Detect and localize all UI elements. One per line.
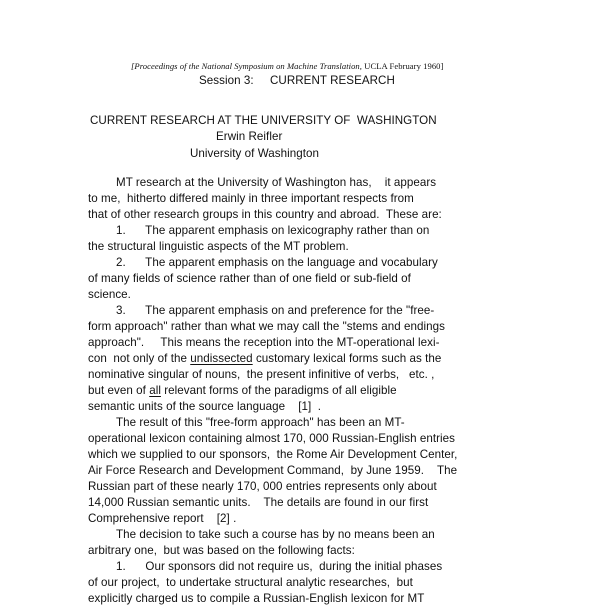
body-line: form approach" rather than what we may call the "stems and endings — [88, 320, 445, 333]
proceedings-title: [Proceedings of the National Symposium on Machine Translation, — [131, 61, 362, 71]
author-affiliation: University of Washington — [190, 147, 319, 160]
body-line: explicitly charged us to compile a Russian-English lexicon for MT — [88, 592, 425, 605]
body-line: 1. Our sponsors did not require us, during the initial phases — [116, 560, 443, 573]
body-line: Comprehensive report [2] . — [88, 512, 237, 525]
proceedings-citation — [131, 62, 443, 71]
body-line: Russian part of these nearly 170, 000 entries represents only about — [88, 480, 437, 493]
body-line: approach". This means the reception into the MT-operational lexi- — [88, 336, 440, 349]
body-text: but even of — [88, 384, 150, 397]
body-line: MT research at the University of Washington has, it appears — [116, 176, 437, 189]
body-line: which we supplied to our sponsors, the Rome Air Development Center, — [88, 448, 458, 461]
body-line: operational lexicon containing almost 170, 000 Russian-English entries — [88, 432, 455, 445]
body-line: The result of this "free-form approach" has been an MT- — [116, 416, 405, 429]
body-line: nominative singular of nouns, the present infinitive of verbs, etc. , — [88, 368, 435, 381]
body-line: Air Force Research and Development Command, by June 1959. The — [88, 464, 458, 477]
body-line — [88, 385, 397, 397]
body-line: 14,000 Russian semantic units. The details are found in our first — [88, 496, 429, 509]
body-text: con not only of the — [88, 352, 191, 365]
body-line: of many fields of science rather than of one field or sub-field of — [88, 272, 411, 285]
body-text: customary lexical forms such as the — [252, 352, 442, 365]
body-line: that of other research groups in this country and abroad. These are: — [88, 208, 442, 221]
author-name: Erwin Reifler — [216, 130, 283, 143]
paper-title: CURRENT RESEARCH AT THE UNIVERSITY OF WASHINGTON — [90, 114, 437, 127]
proceedings-venue: UCLA February 1960] — [361, 61, 444, 71]
body-line: 3. The apparent emphasis on and preference for the "free- — [116, 304, 435, 317]
underlined-term: all — [149, 384, 161, 397]
session-heading: Session 3: CURRENT RESEARCH — [199, 74, 395, 87]
body-line: to me, hitherto differed mainly in three important respects from — [88, 192, 414, 205]
body-line: The decision to take such a course has by no means been an — [116, 528, 435, 541]
body-text: relevant forms of the paradigms of all eligible — [160, 384, 397, 397]
body-line — [88, 353, 441, 365]
body-line: the structural linguistic aspects of the MT problem. — [88, 240, 349, 253]
body-line: science. — [88, 288, 131, 301]
underlined-term: undissected — [190, 352, 253, 365]
body-line: semantic units of the source language [1] . — [88, 400, 322, 413]
body-line: of our project, to undertake structural analytic researches, but — [88, 576, 413, 589]
body-line: arbitrary one, but was based on the following facts: — [88, 544, 355, 557]
body-line: 1. The apparent emphasis on lexicography rather than on — [116, 224, 430, 237]
body-line: 2. The apparent emphasis on the language and vocabulary — [116, 256, 438, 269]
